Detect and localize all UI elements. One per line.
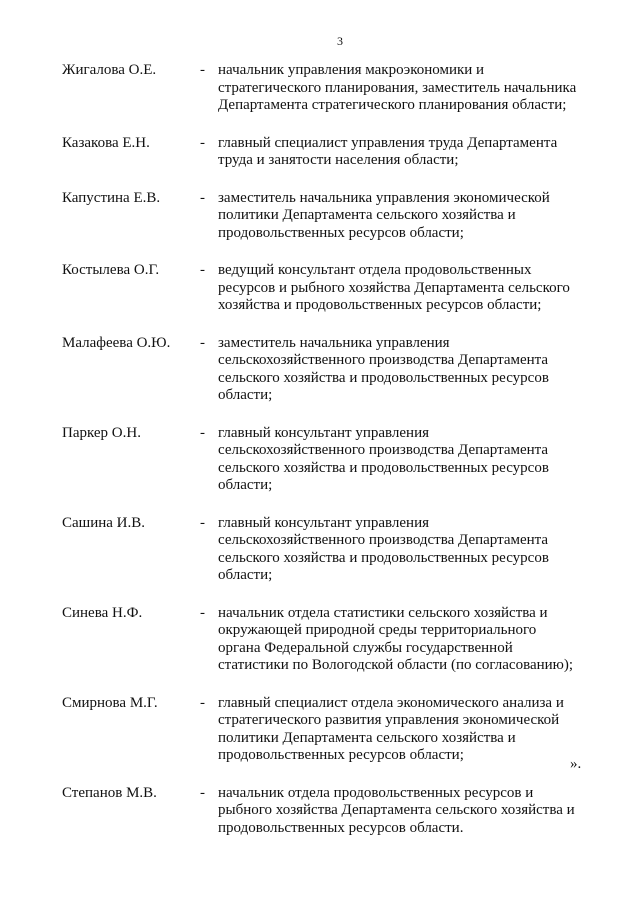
list-item [62,605,602,675]
member-position: начальник отдела продовольственных ресурсов и рыбного хозяйства Департамента сельского хозяйства и продовольственных ресурсов области. [218,784,575,836]
list-item [62,515,602,585]
dash-separator: - [200,189,205,206]
dash-separator: - [200,604,205,621]
member-name: Смирнова М.Г. [62,694,158,711]
member-position: заместитель начальника управления сельскохозяйственного производства Департамента сельского хозяйства и продовольственных ресурсов области; [218,334,549,403]
member-position: ведущий консультант отдела продовольственных ресурсов и рыбного хозяйства Департамента сельского хозяйства и продовольственных ресурсов области; [218,262,570,313]
member-name: Казакова Е.Н. [62,134,150,151]
member-position: главный специалист отдела экономического анализа и стратегического развития управления экономической политики Департамента сельского хозяйства и продовольственных ресурсов области; [218,694,564,763]
dash-separator: - [200,694,205,711]
list-item [62,335,602,405]
page-number: 3 [337,34,343,48]
list-item [62,785,602,838]
member-name: Капустина Е.В. [62,189,161,206]
dash-separator: - [200,62,205,78]
member-position: заместитель начальника управления экономической политики Департамента сельского хозяйства и продовольственных ресурсов области; [218,189,550,241]
member-name: Костылева О.Г. [62,262,160,278]
member-name: Синева Н.Ф. [62,604,143,621]
dash-separator: - [200,334,205,351]
list-item [62,62,602,115]
member-name: Малафеева О.Ю. [62,334,171,351]
list-item [62,695,602,765]
list-item [62,190,602,243]
list-item [62,425,602,495]
dash-separator: - [200,424,205,441]
member-position: начальник управления макроэкономики и стратегического планирования, заместитель начальника Департамента стратегического планирования области; [218,62,577,113]
dash-separator: - [200,514,205,531]
member-name: Жигалова О.Е. [62,62,157,78]
member-position: начальник отдела статистики сельского хозяйства и окружающей природной среды территориального органа Федеральной службы государственной статистики по Вологодской области (по согласованию); [218,604,574,673]
member-name: Паркер О.Н. [62,424,141,441]
list-item [62,262,602,315]
closing-quote: ». [570,756,582,772]
member-position: главный специалист управления труда Департамента труда и занятости населения области; [218,134,558,168]
member-list [62,62,602,857]
dash-separator: - [200,134,205,151]
member-name: Степанов М.В. [62,784,157,801]
member-position: главный консультант управления сельскохозяйственного производства Департамента сельского хозяйства и продовольственных ресурсов области; [218,424,549,493]
member-name: Сашина И.В. [62,514,146,531]
member-position: главный консультант управления сельскохозяйственного производства Департамента сельского хозяйства и продовольственных ресурсов области; [218,514,549,583]
dash-separator: - [200,262,205,278]
dash-separator: - [200,784,205,801]
list-item [62,135,602,170]
